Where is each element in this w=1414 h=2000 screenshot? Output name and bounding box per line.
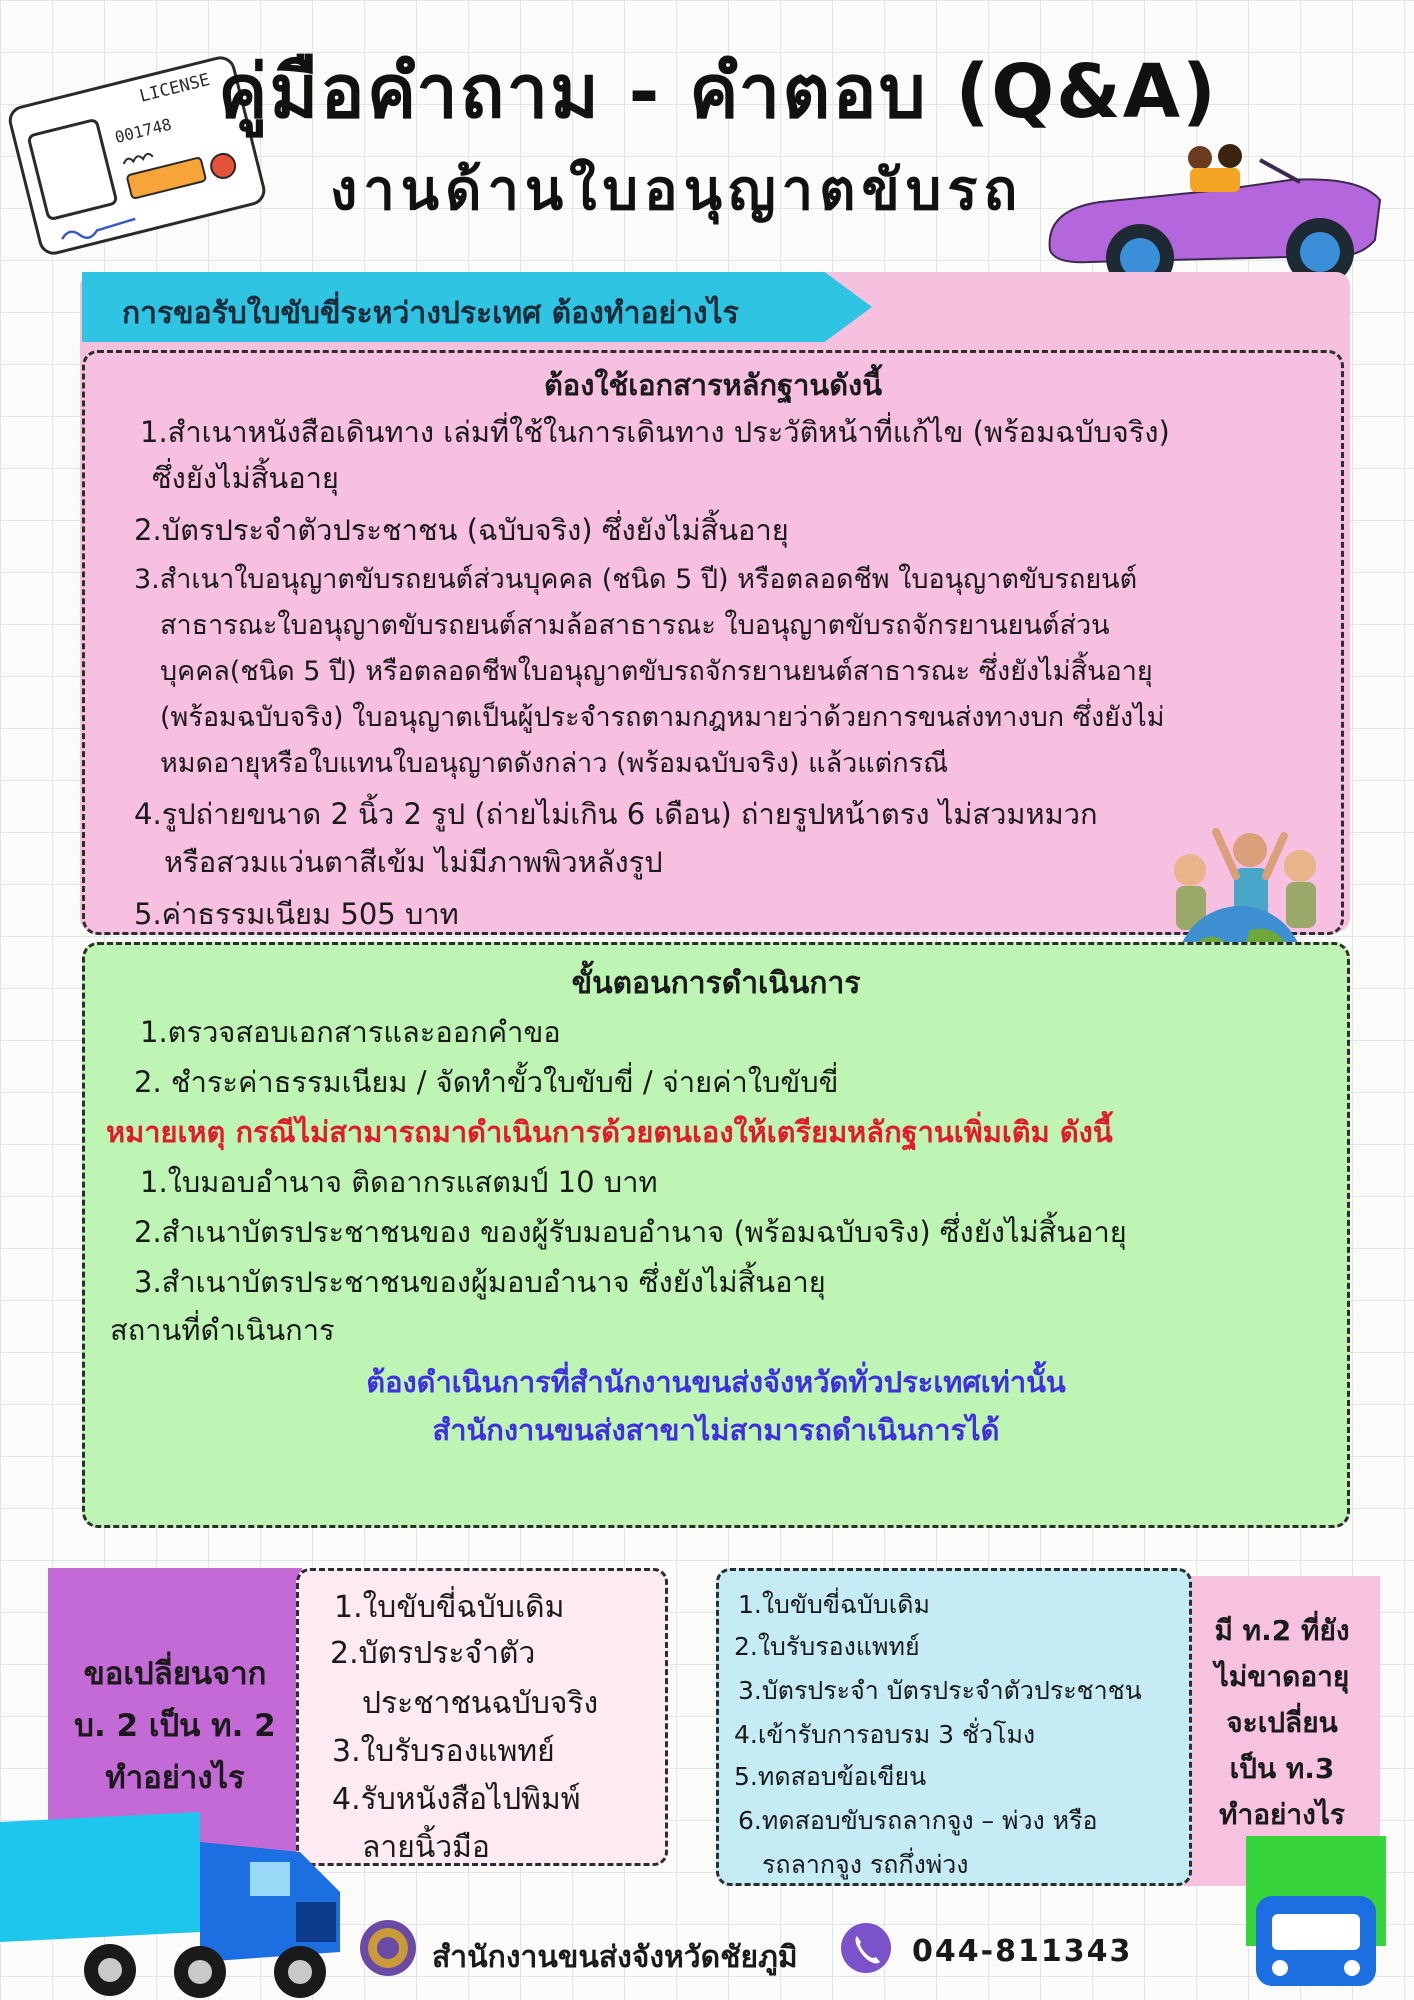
t2-t3-item: 5.ทดสอบข้อเขียน [734,1762,927,1791]
b2-t2-item: ประชาชนฉบับจริง [362,1686,599,1721]
t2-t3-item: 4.เข้ารับการอบรม 3 ชั่วโมง [734,1720,1036,1749]
license-label: LICENSE [137,69,212,107]
t2-t3-item: 3.บัตรประจำ บัตรประจำตัวประชาชน [738,1676,1142,1705]
t2-t3-item: รถลากจูง รถกึ่งพ่วง [762,1850,969,1879]
t2-t3-question-line: เป็น ท.3 [1229,1752,1335,1785]
doc-line: 3.สำเนาใบอนุญาตขับรถยนต์ส่วนบุคคล (ชนิด 5 ปี) หรือตลอดชีพ ใบอนุญาตขับรถยนต์ [134,564,1138,595]
doc-line: สาธารณะใบอนุญาตขับรถยนต์สามล้อสาธารณะ ใบอนุญาตขับรถจักรยานยนต์ส่วน [160,610,1110,641]
t2-t3-question [1184,1608,1380,1838]
b2-t2-question-line: ทำอย่างไร [105,1760,245,1796]
place-line: ต้องดำเนินการที่สำนักงานขนส่งจังหวัดทั่วประเทศเท่านั้น [366,1365,1066,1399]
b2-t2-item: ลายนิ้วมือ [362,1830,490,1865]
procedure-note: หมายเหตุ กรณีไม่สามารถมาดำเนินการด้วยตนเองให้เตรียมหลักฐานเพิ่มเติม ดังนี้ [106,1115,1113,1149]
t2-t3-question-line: ไม่ขาดอายุ [1214,1660,1350,1693]
b2-t2-question-line: ขอเปลี่ยนจาก [83,1656,267,1692]
t2-t3-question-line: มี ท.2 ที่ยัง [1214,1614,1350,1647]
extra-doc: 2.สำเนาบัตรประชาชนของ ของผู้รับมอบอำนาจ (พร้อมฉบับจริง) ซึ่งยังไม่สิ้นอายุ [134,1215,1127,1249]
t2-t3-item: 6.ทดสอบขับรถลากจูง – พ่วง หรือ [738,1806,1098,1835]
department-seal-logo [358,1918,418,1978]
t2-t3-item: 2.ใบรับรองแพทย์ [734,1632,920,1661]
doc-line: ซึ่งยังไม่สิ้นอายุ [152,461,339,495]
page-subtitle: งานด้านใบอนุญาตขับรถ [330,158,1024,223]
doc-line: หรือสวมแว่นตาสีเข้ม ไม่มีภาพพิวหลังรูป [164,845,663,879]
b2-t2-item: 4.รับหนังสือไปพิมพ์ [332,1782,581,1817]
footer-phone: 044-811343 [912,1934,1133,1969]
section1-banner-text: การขอรับใบขับขี่ระหว่างประเทศ ต้องทำอย่างไร [122,296,739,331]
doc-line: หมดอายุหรือใบแทนใบอนุญาตดังกล่าว (พร้อมฉบับจริง) แล้วแต่กรณี [160,748,949,779]
doc-line: 2.บัตรประจำตัวประชาชน (ฉบับจริง) ซึ่งยังไม่สิ้นอายุ [134,513,789,547]
doc-line: (พร้อมฉบับจริง) ใบอนุญาตเป็นผู้ประจำรถตามกฎหมายว่าด้วยการขนส่งทางบก ซึ่งยังไม่ [160,702,1165,733]
doc-line: บุคคล(ชนิด 5 ปี) หรือตลอดชีพใบอนุญาตขับรถจักรยานยนต์สาธารณะ ซึ่งยังไม่สิ้นอายุ [160,656,1153,687]
t2-t3-question-line: ทำอย่างไร [1219,1798,1345,1831]
truck-front-icon [1246,1836,1386,2000]
t2-t3-item: 1.ใบขับขี่ฉบับเดิม [738,1590,931,1619]
extra-doc: 1.ใบมอบอำนาจ ติดอากรแสตมป์ 10 บาท [140,1165,658,1199]
extra-doc: 3.สำเนาบัตรประชาชนของผู้มอบอำนาจ ซึ่งยังไม่สิ้นอายุ [134,1265,826,1299]
place-line: สำนักงานขนส่งสาขาไม่สามารถดำเนินการได้ [432,1413,1000,1447]
b2-t2-question [48,1648,302,1804]
b2-t2-item: 3.ใบรับรองแพทย์ [332,1734,555,1769]
page-title: คู่มือคำถาม - คำตอบ (Q&A) [218,49,1218,135]
footer-org-name: สำนักงานขนส่งจังหวัดชัยภูมิ [432,1940,798,1975]
b2-t2-question-line: บ. 2 เป็น ท. 2 [74,1708,276,1744]
procedure-heading: ขั้นตอนการดำเนินการ [571,966,861,1001]
doc-line: 1.สำเนาหนังสือเดินทาง เล่มที่ใช้ในการเดินทาง ประวัติหน้าที่แก้ไข (พร้อมฉบับจริง) [140,415,1170,449]
b2-t2-item: 2.บัตรประจำตัว [330,1636,536,1671]
procedure-step: 2. ชำระค่าธรรมเนียม / จัดทำขั้วใบขับขี่ / จ่ายค่าใบขับขี่ [134,1065,839,1099]
truck-illustration [0,1812,360,2000]
procedure-step: 1.ตรวจสอบเอกสารและออกคำขอ [140,1015,561,1049]
doc-line: 5.ค่าธรรมเนียม 505 บาท [134,897,459,931]
phone-icon [840,1922,892,1974]
t2-t3-question-line: จะเปลี่ยน [1226,1706,1338,1739]
doc-line: 4.รูปถ่ายขนาด 2 นิ้ว 2 รูป (ถ่ายไม่เกิน 6 เดือน) ถ่ายรูปหน้าตรง ไม่สวมหมวก [134,797,1098,831]
license-number: 001748 [112,114,174,147]
place-label: สถานที่ดำเนินการ [110,1313,335,1347]
documents-heading: ต้องใช้เอกสารหลักฐานดังนี้ [543,368,883,402]
b2-t2-item: 1.ใบขับขี่ฉบับเดิม [334,1590,565,1625]
